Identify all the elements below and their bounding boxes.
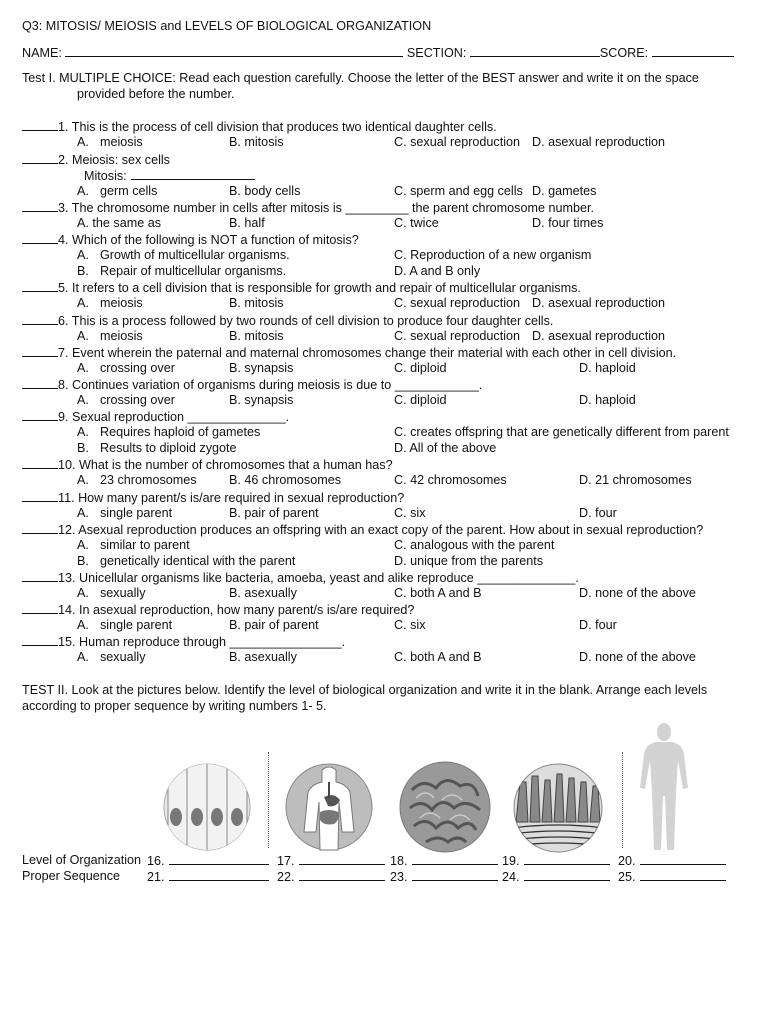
choice-text: D. none of the above xyxy=(579,650,696,665)
choice-letter: A. xyxy=(77,537,89,552)
answer-item xyxy=(618,852,726,869)
choice-b xyxy=(229,328,284,344)
item-number: 21. xyxy=(147,869,165,884)
answer-section xyxy=(22,852,747,884)
choice-text: D. none of the above xyxy=(579,586,696,601)
choice-text: genetically identical with the parent xyxy=(100,553,296,568)
choice-c xyxy=(394,472,507,488)
choice-a xyxy=(77,392,175,408)
answer-blank[interactable] xyxy=(524,852,610,865)
choice-text: C. twice xyxy=(394,215,439,230)
choice-b xyxy=(229,585,297,601)
choice-text: B. mitosis xyxy=(229,328,284,343)
choice-a xyxy=(77,472,197,488)
question-text: 6. This is a process followed by two rounds of cell division to produce four daughter cells. xyxy=(58,313,554,328)
choice xyxy=(394,263,480,279)
choice-b xyxy=(229,134,284,150)
choice-text: C. both A and B xyxy=(394,650,482,665)
score-label: SCORE: xyxy=(599,46,649,61)
choice-d xyxy=(579,472,692,488)
choice-d xyxy=(579,360,636,376)
answer-blank-8[interactable] xyxy=(22,376,58,389)
choice-text: C. sexual reproduction xyxy=(394,135,521,150)
choice-d xyxy=(532,295,665,311)
item-number: 19. xyxy=(502,853,520,868)
choice-text: C. 42 chromosomes xyxy=(394,473,507,488)
choices-row xyxy=(22,247,747,263)
choice-d xyxy=(532,328,665,344)
answer-item xyxy=(502,868,610,885)
item-number: 17. xyxy=(277,853,295,868)
choice-d xyxy=(579,505,617,521)
choice-b xyxy=(229,649,297,665)
choice-c xyxy=(394,617,425,633)
organ-system-image xyxy=(284,762,374,852)
answer-blank-14[interactable] xyxy=(22,601,58,614)
choices-row xyxy=(22,553,747,569)
choice-text: D. asexual reproduction xyxy=(532,328,666,343)
choice-b xyxy=(229,505,319,521)
choice xyxy=(77,247,290,263)
choice-letter: A. xyxy=(77,296,89,311)
answer-blank[interactable] xyxy=(169,868,269,881)
choices-row xyxy=(22,505,747,521)
answer-blank-12[interactable] xyxy=(22,521,58,534)
choice xyxy=(77,553,295,569)
choice-text: crossing over xyxy=(100,392,175,407)
choice-text: Requires haploid of gametes xyxy=(100,425,261,440)
choice-a xyxy=(77,183,157,199)
choice-text: Repair of multicellular organisms. xyxy=(100,264,287,279)
organization-pictures xyxy=(22,722,747,852)
choice-letter: A. xyxy=(77,586,89,601)
answer-blank-6[interactable] xyxy=(22,312,58,325)
item-number: 16. xyxy=(147,853,165,868)
answer-blank-15[interactable] xyxy=(22,633,58,646)
choice-text: D. four xyxy=(579,505,617,520)
answer-blank-4[interactable] xyxy=(22,231,58,244)
choice-c xyxy=(394,585,482,601)
item-number: 18. xyxy=(390,853,408,868)
answer-blank-11[interactable] xyxy=(22,489,58,502)
tissue-image xyxy=(512,762,604,854)
choice-text: B. synapsis xyxy=(229,360,294,375)
choice-text: C. analogous with the parent xyxy=(394,537,555,552)
choices-row xyxy=(22,183,747,199)
question-list xyxy=(22,118,747,665)
choices-row xyxy=(22,472,747,488)
organ-image xyxy=(398,760,492,854)
choice-letter: B. xyxy=(77,553,89,568)
choice-d xyxy=(579,392,636,408)
item-number: 24. xyxy=(502,869,520,884)
question-text: 5. It refers to a cell division that is responsible for growth and repair of multicellular organisms. xyxy=(58,281,581,296)
choice-text: 23 chromosomes xyxy=(100,473,197,488)
choice-c xyxy=(394,134,520,150)
answer-blank[interactable] xyxy=(524,868,610,881)
question-sub-text: Mitosis: xyxy=(84,168,127,183)
choice-text: B. mitosis xyxy=(229,135,284,150)
choice-a xyxy=(77,328,143,344)
choice-d xyxy=(532,215,603,231)
question-13 xyxy=(22,569,747,585)
question-15 xyxy=(22,633,747,649)
test2-instructions: TEST II. Look at the pictures below. Identify the level of biological organization and write it in the blank. Arrange each levels xyxy=(22,682,708,697)
choice-a xyxy=(77,295,143,311)
section-field[interactable] xyxy=(470,44,600,57)
choice-letter: A. xyxy=(77,650,89,665)
choice-a xyxy=(77,505,172,521)
choice-b xyxy=(229,215,265,231)
item-number: 23. xyxy=(390,869,408,884)
choices-row xyxy=(22,392,747,408)
choice-a xyxy=(77,360,175,376)
answer-blank-13[interactable] xyxy=(22,569,58,582)
sub-answer-blank[interactable] xyxy=(131,167,255,180)
choice xyxy=(394,424,729,440)
choice-text: D. All of the above xyxy=(394,441,497,456)
choice-text: B. body cells xyxy=(229,183,301,198)
choices-row xyxy=(22,649,747,665)
choice-text: Results to diploid zygote xyxy=(100,441,237,456)
choice-text: C. sexual reproduction xyxy=(394,328,521,343)
answer-item xyxy=(390,868,498,885)
choices-row xyxy=(22,537,747,553)
choice xyxy=(394,553,543,569)
choices-row xyxy=(22,424,747,440)
choice-letter: A. xyxy=(77,618,89,633)
choice-a xyxy=(77,215,161,231)
choice-text: A. the same as xyxy=(77,215,161,230)
item-number: 22. xyxy=(277,869,295,884)
choice-text: similar to parent xyxy=(100,537,190,552)
choice-text: D. haploid xyxy=(579,360,636,375)
choice-text: single parent xyxy=(100,505,173,520)
question-7 xyxy=(22,344,747,360)
choice-c xyxy=(394,295,520,311)
question-4 xyxy=(22,231,747,247)
choice-d xyxy=(532,134,665,150)
choice-text: C. diploid xyxy=(394,392,447,407)
choice-letter: B. xyxy=(77,264,89,279)
choices-row xyxy=(22,360,747,376)
score-field[interactable] xyxy=(652,44,734,57)
choice-b xyxy=(229,617,319,633)
choice-text: meiosis xyxy=(100,296,143,311)
choice-text: C. creates offspring that are genetically different from parent xyxy=(394,425,729,440)
question-1 xyxy=(22,118,747,134)
answer-item xyxy=(277,852,385,869)
choice-text: D. unique from the parents xyxy=(394,553,544,568)
answer-row xyxy=(22,868,747,884)
choice-text: sexually xyxy=(100,586,146,601)
choice xyxy=(77,424,260,440)
choice-letter: B. xyxy=(77,441,89,456)
question-text: 10. What is the number of chromosomes that a human has? xyxy=(58,458,393,473)
answer-item xyxy=(277,868,385,885)
choice-text: meiosis xyxy=(100,328,143,343)
question-text: 12. Asexual reproduction produces an offspring with an exact copy of the parent. How about in sexual reproduction? xyxy=(58,522,704,537)
answer-blank-10[interactable] xyxy=(22,456,58,469)
question-text: 7. Event wherein the paternal and maternal chromosomes change their material with each other in cell division. xyxy=(58,345,677,360)
answer-item xyxy=(390,852,498,869)
question-12 xyxy=(22,521,747,537)
question-6 xyxy=(22,312,747,328)
item-number: 20. xyxy=(618,853,636,868)
student-info-row xyxy=(22,44,747,60)
choice-text: D. asexual reproduction xyxy=(532,135,666,150)
answer-item xyxy=(502,852,610,869)
question-3 xyxy=(22,199,747,215)
question-text: 9. Sexual reproduction ______________. xyxy=(58,410,290,425)
choice xyxy=(77,440,237,456)
answer-row xyxy=(22,852,747,868)
choice-d xyxy=(532,183,596,199)
choice-text: C. six xyxy=(394,618,426,633)
choice-text: B. synapsis xyxy=(229,392,294,407)
choice-text: B. 46 chromosomes xyxy=(229,473,341,488)
choice-a xyxy=(77,585,146,601)
question-text: 15. Human reproduce through ________________. xyxy=(58,635,346,650)
picture-divider xyxy=(268,752,269,848)
choice-letter: A. xyxy=(77,425,89,440)
answer-blank-2[interactable] xyxy=(22,151,58,164)
question-11 xyxy=(22,489,747,505)
choice-c xyxy=(394,360,447,376)
name-field[interactable] xyxy=(65,44,403,57)
choice-text: B. asexually xyxy=(229,586,297,601)
choice-letter: A. xyxy=(77,183,89,198)
choices-row xyxy=(22,440,747,456)
choice-c xyxy=(394,392,447,408)
choice-text: D. gametes xyxy=(532,183,597,198)
choice-text: C. Reproduction of a new organism xyxy=(394,248,592,263)
choices-row xyxy=(22,328,747,344)
choice-text: sexually xyxy=(100,650,146,665)
choice-text: D. 21 chromosomes xyxy=(579,473,692,488)
choice-text: C. six xyxy=(394,505,426,520)
choice xyxy=(77,537,190,553)
choice xyxy=(394,537,554,553)
choice-letter: A. xyxy=(77,328,89,343)
choice xyxy=(77,263,286,279)
choice-b xyxy=(229,183,300,199)
picture-divider xyxy=(622,752,623,848)
answer-blank[interactable] xyxy=(640,852,726,865)
worksheet-title: Q3: MITOSIS/ MEIOSIS and LEVELS OF BIOLOGICAL ORGANIZATION xyxy=(22,19,432,33)
choice-letter: A. xyxy=(77,473,89,488)
answer-blank[interactable] xyxy=(640,868,726,881)
choice-a xyxy=(77,617,172,633)
choices-row xyxy=(22,585,747,601)
name-label: NAME: xyxy=(22,46,62,61)
choice-text: single parent xyxy=(100,618,173,633)
answer-blank[interactable] xyxy=(299,852,385,865)
question-text: 11. How many parent/s is/are required in sexual reproduction? xyxy=(58,490,405,505)
question-text: 8. Continues variation of organisms during meiosis is due to ____________. xyxy=(58,377,483,392)
choice-letter: A. xyxy=(77,360,89,375)
question-sub xyxy=(22,167,747,183)
answer-blank[interactable] xyxy=(299,868,385,881)
answer-blank-3[interactable] xyxy=(22,199,58,212)
choice-text: germ cells xyxy=(100,183,158,198)
choice-text: B. pair of parent xyxy=(229,618,319,633)
answer-item xyxy=(618,868,726,885)
question-14 xyxy=(22,601,747,617)
test1-instructions: Test I. MULTIPLE CHOICE: Read each question carefully. Choose the letter of the BEST answer and write it on the space xyxy=(22,71,699,86)
choice-text: C. both A and B xyxy=(394,586,482,601)
choice-text: C. sexual reproduction xyxy=(394,296,521,311)
choice-text: D. four xyxy=(579,618,617,633)
choices-row xyxy=(22,215,747,231)
answer-row-label: Level of Organization xyxy=(22,852,142,867)
organism-image xyxy=(634,722,694,852)
choice-a xyxy=(77,134,143,150)
choice-c xyxy=(394,183,523,199)
choice-letter: A. xyxy=(77,135,89,150)
question-10 xyxy=(22,456,747,472)
answer-blank-7[interactable] xyxy=(22,344,58,357)
choice-a xyxy=(77,649,146,665)
question-8 xyxy=(22,376,747,392)
question-text: 3. The chromosome number in cells after mitosis is _________ the parent chromosome number. xyxy=(58,200,594,215)
choice-text: C. sperm and egg cells xyxy=(394,183,523,198)
choice-b xyxy=(229,360,293,376)
cells-image xyxy=(162,762,252,852)
item-number: 25. xyxy=(618,869,636,884)
choices-row xyxy=(22,263,747,279)
question-text: 2. Meiosis: sex cells xyxy=(58,152,170,167)
answer-blank[interactable] xyxy=(169,852,269,865)
choice xyxy=(394,440,496,456)
choice-c xyxy=(394,649,482,665)
answer-blank[interactable] xyxy=(412,852,498,865)
choice-letter: A. xyxy=(77,505,89,520)
answer-item xyxy=(147,868,269,885)
choices-row xyxy=(22,617,747,633)
question-9 xyxy=(22,408,747,424)
choice-c xyxy=(394,215,439,231)
choice-text: B. half xyxy=(229,215,265,230)
question-text: 14. In asexual reproduction, how many parent/s is/are required? xyxy=(58,603,415,618)
choice-d xyxy=(579,585,696,601)
choice-text: B. asexually xyxy=(229,650,297,665)
choice xyxy=(394,247,591,263)
choice-text: D. asexual reproduction xyxy=(532,296,666,311)
question-text: 4. Which of the following is NOT a function of mitosis? xyxy=(58,233,359,248)
choice-letter: A. xyxy=(77,248,89,263)
choice-d xyxy=(579,617,617,633)
choice-d xyxy=(579,649,696,665)
choice-b xyxy=(229,392,293,408)
choice-b xyxy=(229,472,341,488)
choice-text: Growth of multicellular organisms. xyxy=(100,248,290,263)
answer-blank-9[interactable] xyxy=(22,408,58,421)
section-label: SECTION: xyxy=(406,46,467,61)
question-5 xyxy=(22,279,747,295)
choice-text: C. diploid xyxy=(394,360,447,375)
answer-row-label: Proper Sequence xyxy=(22,868,121,883)
answer-blank-5[interactable] xyxy=(22,279,58,292)
test1-instructions-cont: provided before the number. xyxy=(77,87,235,102)
choices-row xyxy=(22,134,747,150)
choices-row xyxy=(22,295,747,311)
answer-item xyxy=(147,852,269,869)
choice-text: D. haploid xyxy=(579,392,636,407)
answer-blank-1[interactable] xyxy=(22,118,58,131)
choice-letter: A. xyxy=(77,392,89,407)
answer-blank[interactable] xyxy=(412,868,498,881)
question-2 xyxy=(22,151,747,167)
choice-text: D. four times xyxy=(532,215,604,230)
test2-instructions-cont: according to proper sequence by writing numbers 1- 5. xyxy=(22,698,327,713)
choice-text: D. A and B only xyxy=(394,264,481,279)
choice-b xyxy=(229,295,284,311)
choice-text: crossing over xyxy=(100,360,175,375)
choice-c xyxy=(394,505,425,521)
choice-text: B. mitosis xyxy=(229,296,284,311)
question-text: 13. Unicellular organisms like bacteria, amoeba, yeast and alike reproduce ______________. xyxy=(58,571,579,585)
choice-text: meiosis xyxy=(100,135,143,150)
question-text: 1. This is the process of cell division that produces two identical daughter cells. xyxy=(58,120,497,135)
worksheet xyxy=(22,18,747,884)
choice-c xyxy=(394,328,520,344)
choice-text: B. pair of parent xyxy=(229,505,319,520)
